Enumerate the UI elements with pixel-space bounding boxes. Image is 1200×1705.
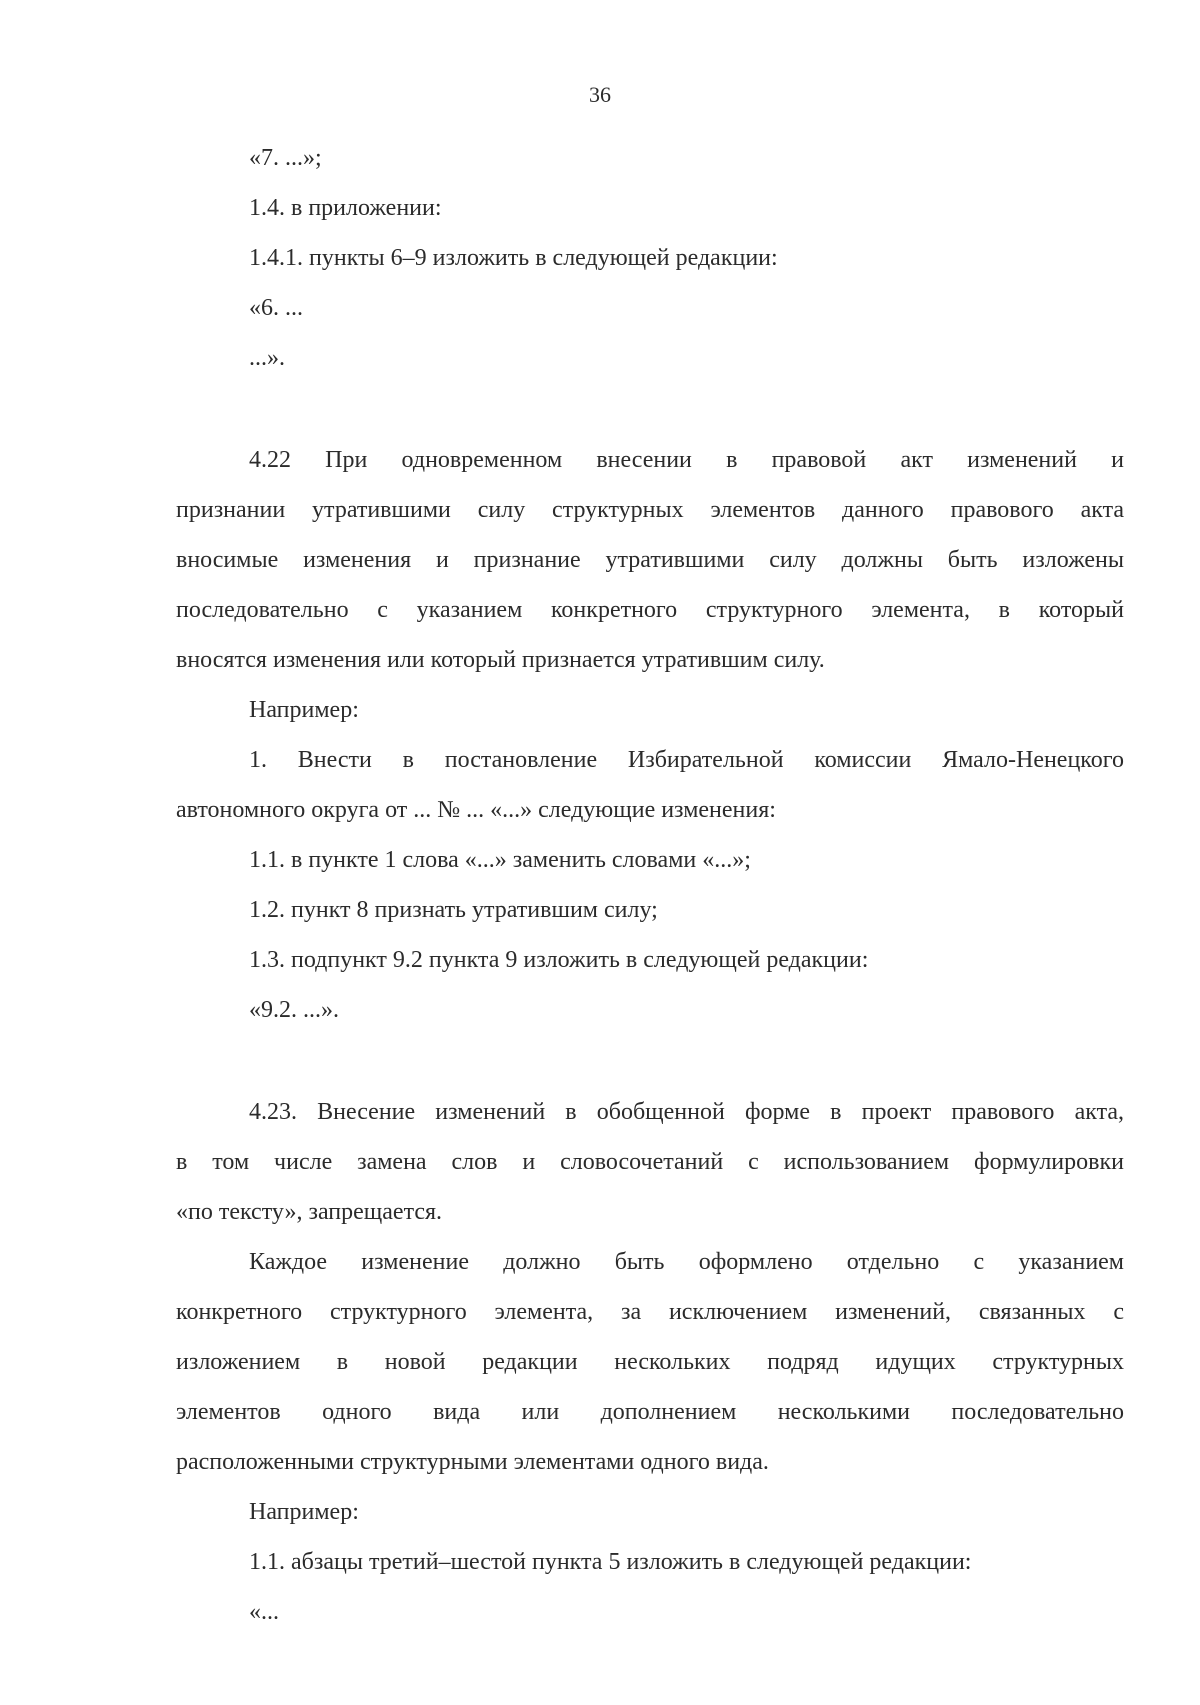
- paragraph-line: изложением в новой редакции нескольких подряд идущих структурных: [176, 1349, 1124, 1375]
- text-line: 1.1. абзацы третий–шестой пункта 5 изложить в следующей редакции:: [249, 1549, 972, 1575]
- paragraph-line: 1. Внести в постановление Избирательной комиссии Ямало-Ненецкого: [249, 747, 1124, 773]
- page-content: [176, 133, 1124, 1637]
- paragraph-line: 4.23. Внесение изменений в обобщенной форме в проект правового акта,: [249, 1099, 1124, 1125]
- paragraph-line: вносимые изменения и признание утратившими силу должны быть изложены: [176, 547, 1124, 573]
- text-line: 1.1. в пункте 1 слова «...» заменить словами «...»;: [249, 847, 751, 873]
- paragraph-line: признании утратившими силу структурных элементов данного правового акта: [176, 497, 1124, 523]
- paragraph-line: последовательно с указанием конкретного структурного элемента, в который: [176, 597, 1124, 623]
- text-line: «7. ...»;: [249, 145, 322, 171]
- paragraph-line: расположенными структурными элементами одного вида.: [176, 1449, 769, 1475]
- text-line: ...».: [249, 345, 285, 371]
- example-label: Например:: [249, 697, 359, 723]
- paragraph-line: автономного округа от ... № ... «...» следующие изменения:: [176, 797, 776, 823]
- text-line: 1.4.1. пункты 6–9 изложить в следующей редакции:: [249, 245, 778, 271]
- amendment-block-1: [176, 133, 1124, 383]
- example-label: Например:: [249, 1499, 359, 1525]
- paragraph-line: «по тексту», запрещается.: [176, 1199, 443, 1225]
- text-line: «6. ...: [249, 295, 303, 321]
- text-line: 1.3. подпункт 9.2 пункта 9 изложить в следующей редакции:: [249, 947, 869, 973]
- text-line: «9.2. ...».: [249, 997, 339, 1023]
- text-line: 1.4. в приложении:: [249, 195, 442, 221]
- paragraph-line: элементов одного вида или дополнением несколькими последовательно: [176, 1399, 1124, 1425]
- paragraph-line: вносятся изменения или который признается утратившим силу.: [176, 647, 825, 673]
- section-4-22: [176, 435, 1124, 1035]
- section-4-23: [176, 1087, 1124, 1637]
- page-number: 36: [589, 82, 611, 107]
- paragraph-line: Каждое изменение должно быть оформлено отдельно с указанием: [249, 1249, 1124, 1275]
- paragraph-line: 4.22 При одновременном внесении в правовой акт изменений и: [249, 447, 1124, 473]
- text-line: «...: [249, 1599, 279, 1625]
- text-line: 1.2. пункт 8 признать утратившим силу;: [249, 897, 658, 923]
- paragraph-line: конкретного структурного элемента, за исключением изменений, связанных с: [176, 1299, 1124, 1325]
- paragraph-line: в том числе замена слов и словосочетаний с использованием формулировки: [176, 1149, 1124, 1175]
